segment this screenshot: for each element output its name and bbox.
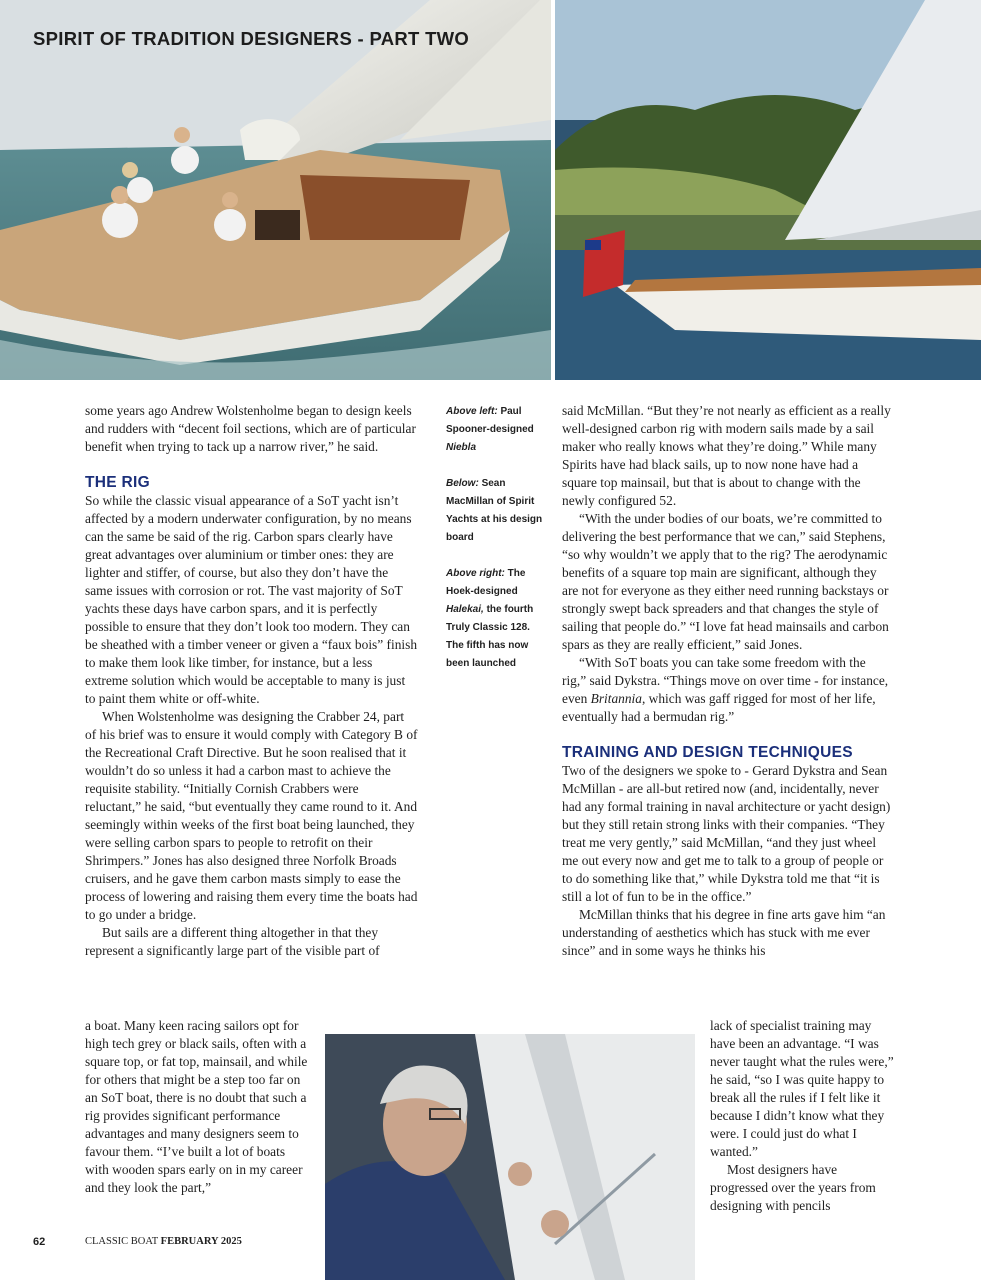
- column-right: [562, 402, 892, 960]
- paragraph: Most designers have progressed over the years from designing with pencils: [710, 1162, 876, 1213]
- paragraph: McMillan thinks that his degree in fine arts gave him “an understanding of aesthetics which has stuck with me ever since” and in some ways he thinks his: [562, 907, 886, 958]
- paragraph: When Wolstenholme was designing the Crabber 24, part of his brief was to ensure it would comply with Category B of the Recreational Craft Directive. But he soon realised that it wouldn’t do so unless it had a carbon mast to achieve the requisite stability. “Initially Cornish Crabbers were reluctant,” he said, “but eventually they came round to it. And seemingly within weeks of the first boat being launched, they were selling carbon spars to people to retrofit on their Shrimpers.” Jones has also designed three Norfolk Broads cruisers, and he gave them carbon masts simply to ease the process of lowering and raising them every time the boats had to go under a bridge.: [85, 709, 418, 922]
- paragraph: So while the classic visual appearance of a SoT yacht isn’t affected by a modern underwater configuration, by no means can the same be said of the rig. Carbon spars clearly have great advantages over aluminium or timber ones: they are lighter and stiffer, of course, but also they don’t have the same issues with corrosion or rot. The vast majority of SoT yachts these days have carbon spars, and it is perfectly possible to ensure that they don’t look too modern. They can be sheathed with a timber veneer or given a “faux bois” finish to make them look like timber, for instance, but a less extreme solution which would be acceptable to many is just to paint them white or off-white.: [85, 493, 418, 706]
- caption-above-left: Above left: Paul Spooner-designed Niebla: [446, 406, 534, 453]
- paragraph: a boat. Many keen racing sailors opt for high tech grey or black sails, often with a square top, or fat top, mainsail, and while for others that might be a step too far on an SoT boat, there is no doubt that such a rig provides significant performance advantages and many designers seem to favour them. “I’ve built a lot of boats with wooden spars early on in my career and they look the part,”: [85, 1018, 308, 1195]
- paragraph: some years ago Andrew Wolstenholme began to design keels and rudders with “decent foil sections, which are of particular benefit when trying to tack up a narrow river,” he said.: [85, 403, 416, 454]
- photo-niebla: [0, 0, 551, 380]
- photo-captions: [446, 403, 546, 691]
- page-number: 62: [33, 1236, 46, 1248]
- column-left-wrap: [85, 1017, 309, 1197]
- magazine-footer: CLASSIC BOAT FEBRUARY 2025: [85, 1236, 242, 1247]
- caption-above-right: Above right: The Hoek-designed Halekai, the fourth Truly Classic 128. The fifth has now been launched: [446, 568, 534, 669]
- column-right-wrap: [710, 1017, 895, 1215]
- paragraph: “With SoT boats you can take some freedom with the rig,” said Dykstra. “Things move on over time - for instance, even Britannia, which was gaff rigged for most of her life, eventually had a bermudan rig.”: [562, 655, 889, 724]
- photo-designer: [325, 1034, 695, 1280]
- section-title: SPIRIT OF TRADITION DESIGNERS - PART TWO: [33, 28, 470, 49]
- paragraph: But sails are a different thing altogether in that they represent a significantly large part of the visible part of: [85, 925, 380, 958]
- photo-halekai: [555, 0, 981, 380]
- paragraph: said McMillan. “But they’re not nearly as efficient as a really well-designed carbon rig with modern sails made by a sail maker who really knows what they’re doing.” While many Spirits have had black sails, up to now none have had a square top mainsail, but that is about to change with the newly configured 52.: [562, 403, 891, 508]
- paragraph: lack of specialist training may have been an advantage. “I was never taught what the rules were,” he said, “so I was quite happy to break all the rules if I felt like it because I didn’t know what they were. I could just do what I wanted.”: [710, 1018, 894, 1159]
- column-left: [85, 402, 418, 960]
- paragraph: Two of the designers we spoke to - Gerard Dykstra and Sean McMillan - are all-but retired now (and, incidentally, never had any formal training in naval architecture or yacht design) but they still retain strong links with their companies. “They treat me very gently,” said McMillan, “and they just wheel me out every now and get me to talk to a group of people or to do something like that,” while Dykstra told me that “it is still a lot of fun to be in the office.”: [562, 763, 891, 904]
- subheading-training: TRAINING AND DESIGN TECHNIQUES: [562, 744, 853, 761]
- paragraph: “With the under bodies of our boats, we’re committed to delivering the best performance that we can,” said Stephens, “so why wouldn’t we apply that to the rig? The aerodynamic benefits of a square top main are significant, although they are not for everyone as they either need running backstays or strongly swept back spreaders and that changes the style of sailing that people do.” “I love fat head mainsails and carbon spars as they are really efficient,” said Jones.: [562, 511, 889, 652]
- caption-below: Below: Sean MacMillan of Spirit Yachts at his design board: [446, 478, 543, 543]
- subheading-the-rig: THE RIG: [85, 474, 150, 491]
